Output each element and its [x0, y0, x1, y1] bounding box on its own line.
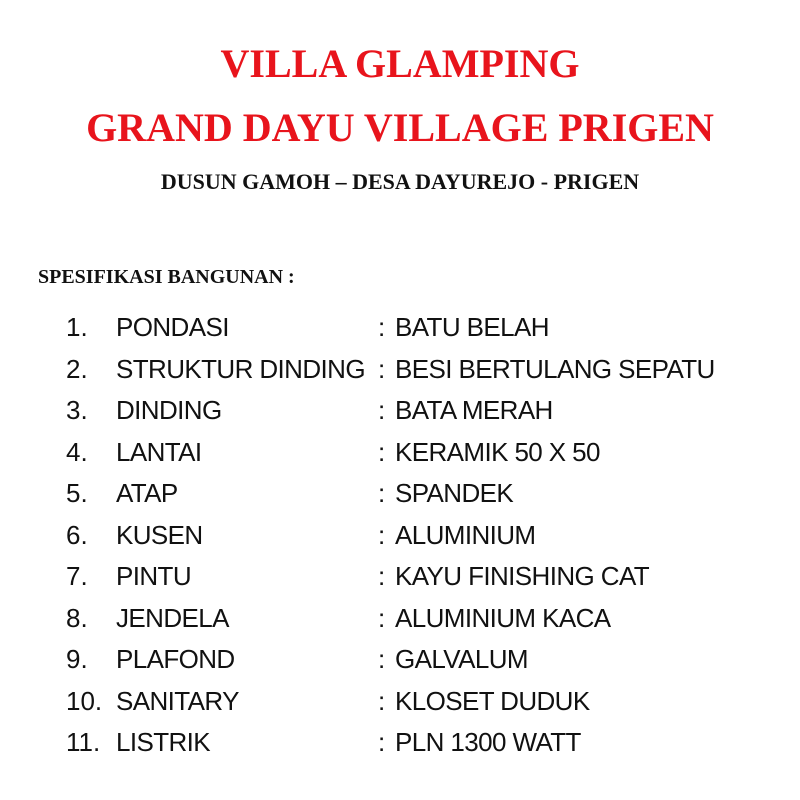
spec-label: DINDING — [116, 395, 222, 425]
spec-row — [0, 349, 800, 391]
spec-label: ATAP — [116, 478, 178, 508]
spec-heading: SPESIFIKASI BANGUNAN : — [38, 266, 295, 288]
spec-separator: : — [378, 727, 386, 757]
spec-number: 11. — [66, 727, 101, 757]
spec-row — [0, 307, 800, 349]
spec-label: PLAFOND — [116, 644, 235, 674]
spec-value: ALUMINIUM KACA — [395, 602, 611, 633]
spec-row — [0, 556, 800, 598]
spec-label: JENDELA — [116, 602, 229, 633]
spec-number: 10. — [66, 685, 103, 716]
address-subtitle: DUSUN GAMOH – DESA DAYUREJO - PRIGEN — [160, 169, 640, 194]
spec-row — [0, 390, 800, 432]
spec-value: BATU BELAH — [395, 312, 549, 342]
spec-number: 7. — [66, 561, 88, 591]
spec-separator: : — [378, 353, 386, 384]
spec-separator: : — [378, 644, 386, 674]
spec-number: 4. — [66, 436, 88, 467]
spec-number: 2. — [66, 353, 88, 384]
spec-number: 6. — [66, 519, 88, 550]
spec-row — [0, 639, 800, 681]
spec-separator: : — [378, 519, 386, 550]
spec-value: BESI BERTULANG SEPATU — [395, 353, 715, 384]
spec-value: KAYU FINISHING CAT — [395, 561, 650, 591]
spec-number: 3. — [66, 395, 88, 425]
spec-label: SANITARY — [116, 685, 239, 716]
spec-row — [0, 473, 800, 515]
spec-separator: : — [378, 436, 386, 467]
spec-separator: : — [378, 561, 386, 591]
title-line-1: VILLA GLAMPING — [220, 41, 580, 86]
spec-label: STRUKTUR DINDING — [116, 353, 365, 384]
spec-row — [0, 681, 800, 723]
spec-label: LISTRIK — [116, 727, 211, 757]
spec-value: PLN 1300 WATT — [395, 727, 581, 757]
spec-row — [0, 515, 800, 557]
spec-row — [0, 432, 800, 474]
spec-row — [0, 598, 800, 640]
spec-number: 5. — [66, 478, 88, 508]
spec-value: GALVALUM — [395, 644, 528, 674]
spec-value: ALUMINIUM — [395, 519, 536, 550]
spec-separator: : — [378, 395, 386, 425]
spec-list — [0, 307, 800, 764]
spec-value: KERAMIK 50 X 50 — [395, 436, 600, 467]
spec-label: KUSEN — [116, 519, 203, 550]
spec-value: SPANDEK — [395, 478, 514, 508]
spec-label: PINTU — [116, 561, 192, 591]
spec-number: 8. — [66, 602, 88, 633]
spec-separator: : — [378, 685, 386, 716]
spec-separator: : — [378, 312, 386, 342]
spec-value: BATA MERAH — [395, 395, 553, 425]
spec-number: 1. — [66, 312, 88, 342]
spec-number: 9. — [66, 644, 88, 674]
spec-separator: : — [378, 602, 386, 633]
spec-value: KLOSET DUDUK — [395, 685, 590, 716]
spec-separator: : — [378, 478, 386, 508]
spec-label: PONDASI — [116, 312, 229, 342]
spec-row — [0, 722, 800, 764]
title-line-2: GRAND DAYU VILLAGE PRIGEN — [86, 105, 714, 150]
spec-label: LANTAI — [116, 436, 202, 467]
